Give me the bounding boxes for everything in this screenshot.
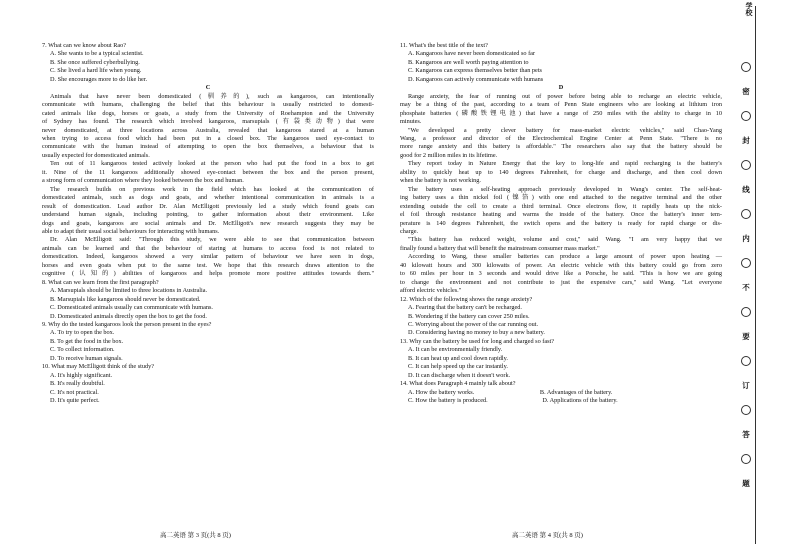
text-line: D. Domesticated animals directly open the box to get the food. xyxy=(50,312,207,320)
seal-circle xyxy=(741,307,751,317)
seal-circle xyxy=(741,454,751,464)
text-line: B. It can heat up and cool down rapidly. xyxy=(408,354,508,362)
text-line: D. It can discharge when it doesn't work. xyxy=(408,371,511,379)
text-line: "This battery has reduced weight, volume and cost," said Wang. "I am very happy that we xyxy=(408,236,722,244)
text-line: minutes. xyxy=(400,118,422,126)
seal-margin xyxy=(735,0,794,550)
text-line: cated animals like dogs, horses or goats, a study from the University of Roehampton and the University xyxy=(42,109,374,117)
seal-circle xyxy=(741,209,751,219)
page-footer-left: 高二英语 第 3 页(共 8 页) xyxy=(160,532,231,539)
text-line: A. How the battery works. B. Advantages of the battery. xyxy=(408,388,613,396)
text-line: horses and even goats when put to the same test. We hope that this research draws attention to the xyxy=(42,261,374,269)
text-line: a strong form of communication where they looked between the box and human. xyxy=(42,177,244,185)
text-line: B. Marsupials like kangaroos should never be domesticated. xyxy=(50,295,201,303)
text-line: D. It's quite perfect. xyxy=(50,397,100,405)
text-line: A. Kangaroos have never been domesticated so far xyxy=(408,50,536,58)
text-line: D. She encourages more to do like her. xyxy=(50,75,148,83)
text-line: able to adapt their usual social behaviours for interacting with humans. xyxy=(42,227,220,235)
seal-char: 密 xyxy=(742,87,750,96)
seal-circle xyxy=(741,405,751,415)
text-line: B. Kangaroos are well worth paying attention to xyxy=(408,58,529,66)
text-line: 13. Why can the battery be used for long and charged so fast? xyxy=(400,337,555,345)
seal-char: 要 xyxy=(742,332,750,341)
text-line: 12. Which of the following shows the range anxiety? xyxy=(400,295,533,303)
text-line: 11. What's the best title of the text? xyxy=(400,42,488,49)
seal-line xyxy=(755,6,756,544)
text-line: dogs and goats, kangaroos are social animals and Dr. McElligott's new research suggests they may be xyxy=(42,219,374,227)
text-line: when the battery is not working. xyxy=(400,177,481,185)
text-line: A. To try to open the box. xyxy=(50,329,115,337)
text-line: A. Fearing that the battery can't be recharged. xyxy=(408,304,522,312)
text-line: A. It can be environmentally friendly. xyxy=(408,346,503,354)
text-line: A. She wants to be a typical scientist. xyxy=(50,50,144,58)
seal-char: 订 xyxy=(742,381,750,390)
text-line: ability to quickly heat up to 140 degrees Fahrenheit, for charge and discharge, and then cool down xyxy=(400,168,722,176)
seal-circle xyxy=(741,111,751,121)
text-line: charge. xyxy=(400,227,419,235)
seal-circle xyxy=(741,258,751,268)
seal-char: 答 xyxy=(742,430,750,439)
text-line: Ten out of 11 kangaroos tested actively looked at the person who had put the food in a box to get xyxy=(50,160,374,168)
text-line: to 60 miles per hour in 3 seconds and would drive like a Porsche, he said. "This is how we are going xyxy=(400,270,722,278)
seal-school-label: 学校 xyxy=(745,2,753,16)
text-line: C. Domesticated animals usually can communicate with humans. xyxy=(50,304,213,312)
text-line: A. It's highly significant. xyxy=(50,371,113,379)
text-line: to change the environment and not contribute to just the expensive cars," said Wang. "Let everyone xyxy=(400,278,722,286)
seal-circle xyxy=(741,356,751,366)
text-line: D. Kangaroos can actively communicate with humans xyxy=(408,75,544,83)
text-line: it. Nine of the 11 kangaroos additionally showed eye-contact between the box and the person present, xyxy=(42,168,374,176)
text-line: 10. What may McElligott think of the study? xyxy=(42,363,155,371)
text-line: A. Marsupials should be limited to three locations in Australia. xyxy=(50,287,208,295)
seal-char: 线 xyxy=(742,185,750,194)
text-line: finally found a battery that will benefit the mainstream consumer mass market." xyxy=(400,244,600,252)
text-line: ing battery uses a thin nickel foil (镍箔) with one end attached to the negative terminal and the other xyxy=(400,194,722,202)
text-line: good for 2 million miles in its lifetime. xyxy=(400,151,498,159)
text-line: B. She once suffered cyberbullying. xyxy=(50,58,140,66)
text-line: 7. What can we know about Rao? xyxy=(42,42,127,49)
text-line: Wang, a professor and director of the Electrochemical Engine Center at Penn State. "There is no xyxy=(400,134,722,142)
seal-char: 封 xyxy=(742,136,750,145)
text-line: cognitive (认知的) abilities of kangaroos and helps promote more positive attitudes towards them." xyxy=(42,270,374,278)
text-line: C. To collect information. xyxy=(50,346,115,354)
text-line: C. How the battery is produced. D. Applications of the battery. xyxy=(408,397,618,405)
text-line: "We developed a pretty clever battery for mass-market electric vehicles," said Chao-Yang xyxy=(408,126,722,134)
text-line: usually expected for domesticated animals. xyxy=(42,151,150,159)
text-line: The research builds on previous work in the field which has looked at the communication of xyxy=(50,185,374,193)
text-line: Dr. Alan McElligott said: "Through this study, we were able to see that communication between xyxy=(50,236,374,244)
text-line: understand human signals, including pointing, to gather information about their environment. Like xyxy=(42,211,374,219)
text-line: D. To receive human signals. xyxy=(50,354,123,362)
text-line: C xyxy=(205,84,211,92)
text-line: domestication. Indeed, kangaroos showed a very similar pattern of behaviour we have seen in dogs, xyxy=(42,253,374,261)
text-line: animals can be learned and that the behaviour of staring at humans to access food is not related to xyxy=(42,244,374,252)
text-line: el foil through resistance heating and warms the inside of the battery. Once the battery's inner tem- xyxy=(400,211,722,219)
text-line: The battery uses a self-heating approach previously developed in Wang's center. The self-heat- xyxy=(408,185,722,193)
text-line: more range anxiety and this battery is affordable." The researchers also say that the battery should be xyxy=(400,143,722,151)
text-line: Range anxiety, the fear of running out of power before being able to recharge an electric vehicle, xyxy=(408,92,722,100)
seal-text xyxy=(741,52,751,489)
text-line: communicate with the human instead of attempting to open the box themselves, a behaviour that is xyxy=(42,143,374,151)
text-line: C. She lived a hard life when young. xyxy=(50,67,142,75)
text-line: According to Wang, these smaller batteries can produce a large amount of power upon heating — xyxy=(408,253,722,261)
text-line: C. It can help speed up the car instantly. xyxy=(408,363,508,371)
text-line: 14. What does Paragraph 4 mainly talk about? xyxy=(400,380,516,388)
text-line: of Sydney has found. The research which involved kangaroos, marsupials (有袋类动物) that were xyxy=(42,118,374,126)
text-line: 40 kilowatt hours and 300 kilowatts of power. An electric vehicle with this battery could go from zero xyxy=(400,261,722,269)
text-line: perature is 140 degrees Fahrenheit, the switch opens and the battery is ready for rapid charge or dis- xyxy=(400,219,722,227)
text-line: Animals that have never been domesticated (驯养的), such as kangaroos, can intentionally xyxy=(50,92,374,100)
text-line: C. Kangaroos can express themselves better than pets xyxy=(408,67,542,75)
seal-char: 题 xyxy=(742,479,750,488)
seal-char: 不 xyxy=(742,283,750,292)
text-line: communicate with humans, challenging the belief that this behaviour is usually restricted to domesti- xyxy=(42,101,374,109)
text-line: never domesticated, at three locations across Australia, revealed that kangaroos stared at a human xyxy=(42,126,374,134)
text-line: C. It's not practical. xyxy=(50,388,99,396)
seal-circle xyxy=(741,160,751,170)
text-line: afford electric vehicles." xyxy=(400,287,462,295)
text-line: D xyxy=(558,84,564,92)
text-line: may be a thing of the past, according to a team of Penn State engineers who are looking at lithium iron xyxy=(400,101,722,109)
text-line: B. Wondering if the battery can cover 250 miles. xyxy=(408,312,530,320)
text-line: phosphate batteries (磷酸铁锂电池) that have a range of 250 miles with the ability to charge in 10 xyxy=(400,109,722,117)
text-line: extending outside the cell to create a third terminal. Once electrons flow, it rapidly heats up the nick- xyxy=(400,202,722,210)
text-line: C. Worrying about the power of the car running out. xyxy=(408,320,539,328)
text-line: B. It's really doubtful. xyxy=(50,380,105,388)
right-column xyxy=(400,42,722,405)
seal-circle xyxy=(741,62,751,72)
text-line: 8. What can we learn from the first paragraph? xyxy=(42,278,159,286)
text-line: D. Considering having no money to buy a new battery. xyxy=(408,329,545,337)
text-line: They report today in Nature Energy that the key to long-life and rapid recharging is the battery's xyxy=(408,160,722,168)
text-line: when trying to access food which had been put in a closed box. The kangaroos used eye-contact to xyxy=(42,134,374,142)
text-line: B. To get the food in the box. xyxy=(50,337,124,345)
page-footer-right: 高二英语 第 4 页(共 8 页) xyxy=(512,532,583,539)
left-column xyxy=(42,42,374,405)
text-line: 9. Why do the tested kangaroos look the person present in the eyes? xyxy=(42,320,212,328)
text-line: result of domestication. Lead author Dr. Alan McElligott previously led a study which found goats can xyxy=(42,202,374,210)
text-line: domesticated animals, such as dogs and goats, and whether intentional communication in animals is a xyxy=(42,194,374,202)
seal-char: 内 xyxy=(742,234,750,243)
